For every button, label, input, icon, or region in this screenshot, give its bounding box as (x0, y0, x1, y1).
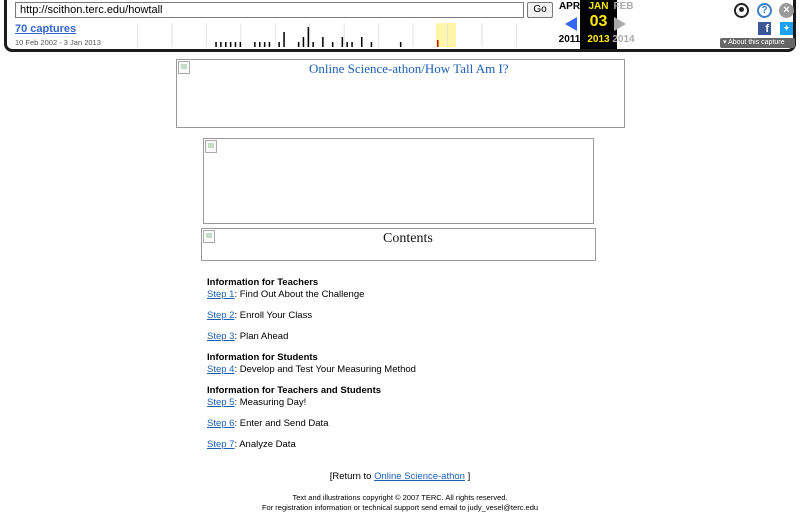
current-year-label: 2013 (587, 34, 610, 45)
step-6-text: : Enter and Send Data (234, 418, 329, 429)
help-icon[interactable]: ? (757, 3, 772, 18)
prev-capture-arrow-icon[interactable] (565, 17, 577, 31)
capture-bar (283, 32, 285, 47)
step-2-text: : Enroll Your Class (234, 310, 313, 321)
step-row (207, 418, 627, 430)
capture-bar (312, 42, 314, 47)
capture-bar (259, 42, 261, 47)
return-suffix: ] (464, 471, 471, 482)
url-input[interactable] (15, 2, 524, 18)
capture-date-range: 10 Feb 2002 - 3 Jan 2013 (15, 38, 101, 47)
step-1-link[interactable]: Step 1 (207, 289, 235, 300)
capture-bar (215, 42, 217, 47)
capture-bar (308, 27, 310, 47)
about-capture-label: About this capture (728, 39, 785, 46)
step-2-link[interactable]: Step 2 (207, 310, 235, 321)
capture-bar (346, 42, 348, 47)
user-icon[interactable] (734, 3, 749, 18)
broken-image-icon (203, 230, 215, 243)
current-year-highlight (436, 23, 456, 47)
capture-bar (400, 42, 402, 47)
step-5-link[interactable]: Step 5 (207, 397, 235, 408)
step-4-text: : Develop and Test Your Measuring Method (234, 364, 416, 375)
capture-sparkline[interactable] (103, 23, 551, 47)
step-3-link[interactable]: Step 3 (207, 331, 235, 342)
capture-bar (220, 42, 222, 47)
step-row (207, 439, 627, 451)
capture-bar (278, 42, 280, 47)
return-prefix: [Return to (329, 471, 375, 482)
capture-bar (351, 42, 353, 47)
step-1-text: : Find Out About the Challenge (234, 289, 365, 300)
step-row (207, 364, 627, 376)
about-capture-button[interactable]: ▾ About this capture (720, 38, 795, 48)
step-row (207, 310, 627, 322)
step-3-text: : Plan Ahead (234, 331, 289, 342)
banner-image (176, 59, 625, 128)
contents-image (201, 228, 596, 261)
current-month-label: JAN (588, 1, 609, 12)
capture-bar (235, 42, 237, 47)
prev-year-label[interactable]: 2011 (558, 34, 581, 45)
step-row (207, 289, 627, 301)
current-day: 03 (589, 13, 608, 30)
footer-copyright: Text and illustrations copyright © 2007 TERC. All rights reserved. (292, 493, 508, 502)
close-icon[interactable]: × (779, 3, 794, 18)
step-4-link[interactable]: Step 4 (207, 364, 235, 375)
broken-image-icon (178, 61, 190, 74)
step-7-link[interactable]: Step 7 (207, 439, 235, 450)
broken-image-icon (205, 140, 217, 153)
prev-month-label: APR (558, 1, 581, 12)
capture-bar (322, 37, 324, 47)
banner-alt-text: Online Science-athon/How Tall Am I? (309, 61, 509, 76)
contents-alt-text: Contents (383, 231, 433, 246)
facebook-icon[interactable]: f (758, 22, 771, 35)
capture-bar (254, 42, 256, 47)
capture-bar (342, 37, 344, 47)
next-capture-arrow-icon (614, 17, 626, 31)
capture-bar (240, 42, 242, 47)
next-month (605, 0, 642, 45)
section-heading: Information for Teachers and Students (207, 385, 382, 396)
illustration-image (203, 138, 594, 224)
capture-bar (230, 42, 232, 47)
section-heading: Information for Teachers (207, 277, 319, 288)
captures-link[interactable]: 70 captures (15, 23, 77, 35)
step-5-text: : Measuring Day! (234, 397, 307, 408)
capture-bar (264, 42, 266, 47)
step-7-text: : Analyze Data (234, 439, 296, 450)
capture-bar (332, 42, 334, 47)
return-link[interactable]: Online Science-athon (374, 471, 465, 482)
capture-bar (269, 42, 271, 47)
footer-support: For registration information or technical support send email to judy_vesel@terc.edu (261, 503, 539, 512)
next-year-label: 2014 (612, 34, 635, 45)
capture-bar (303, 37, 305, 47)
capture-bar (225, 42, 227, 47)
capture-bar (361, 37, 363, 47)
twitter-icon[interactable]: ✦ (780, 22, 793, 35)
next-month-label: FEB (613, 1, 634, 12)
capture-bar (371, 42, 373, 47)
step-row (207, 397, 627, 409)
step-6-link[interactable]: Step 6 (207, 418, 235, 429)
go-button[interactable]: Go (527, 2, 553, 18)
section-heading: Information for Students (207, 352, 318, 363)
capture-bar (298, 42, 300, 47)
step-row (207, 331, 627, 343)
steps-list (207, 277, 627, 451)
current-capture-bar (437, 40, 439, 47)
return-line (0, 471, 800, 482)
wayback-toolbar (4, 0, 796, 52)
